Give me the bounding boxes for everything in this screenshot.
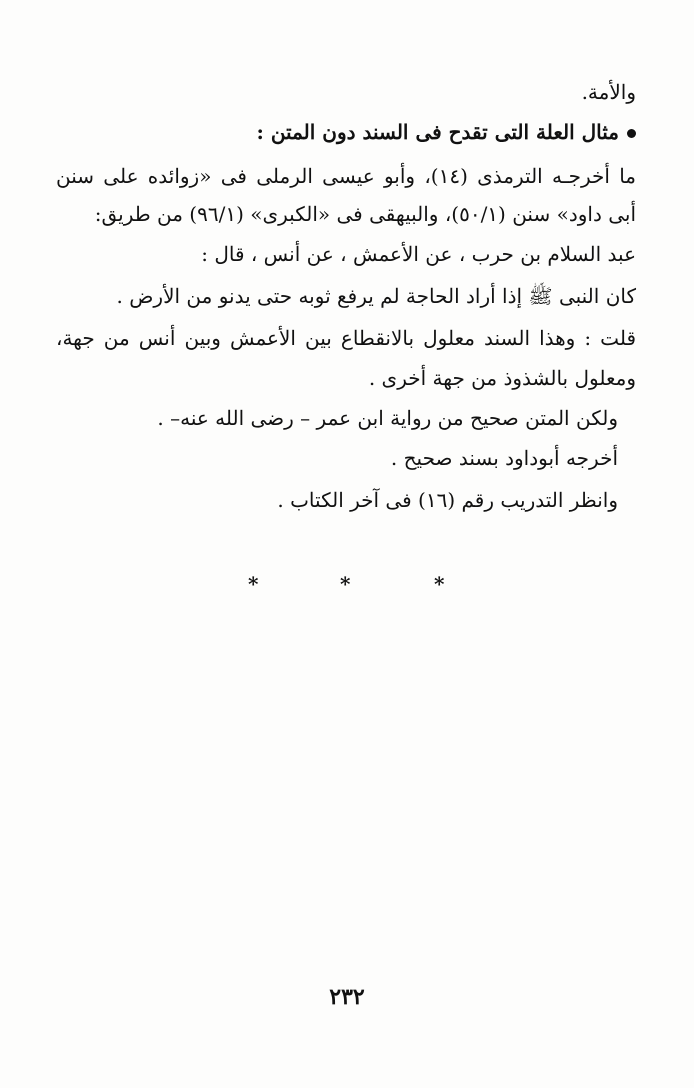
text-line-7: قلت : وهذا السند معلول بالانقطاع بين الأعمش وبين أنس من جهة، (56, 326, 637, 350)
text-line-4: أبى داود» سنن (٥٠/١)، والبيهقى فى «الكبرى» (٩٦/١) من طريق: (94, 202, 636, 226)
bullet-icon (627, 129, 636, 138)
separator-star: * (248, 572, 259, 596)
separator-star: * (340, 572, 351, 596)
heading-text: مثال العلة التى تقدح فى السند دون المتن : (256, 120, 619, 144)
text-line-9: ولكن المتن صحيح من رواية ابن عمر – رضى الله عنه– . (157, 406, 618, 430)
text-line-3: ما أخرجـه الترمذى (١٤)، وأبو عيسى الرملى فى «زوائده على سنن (56, 164, 636, 188)
text-line-5: عبد السلام بن حرب ، عن الأعمش ، عن أنس ، قال : (201, 242, 636, 266)
section-separator (0, 572, 694, 596)
text-line-1: والأمة. (581, 80, 636, 104)
text-line-6: كان النبى ﷺ إذا أراد الحاجة لم يرفع ثوبه حتى يدنو من الأرض . (116, 284, 636, 308)
text-line-8: ومعلول بالشذوذ من جهة أخرى . (368, 366, 636, 390)
text-line-10: أخرجه أبوداود بسند صحيح . (390, 446, 618, 470)
page-number: ٢٣٢ (329, 984, 365, 1010)
section-heading (256, 118, 636, 146)
separator-star: * (434, 572, 445, 596)
text-line-11: وانظر التدريب رقم (١٦) فى آخر الكتاب . (277, 488, 618, 512)
